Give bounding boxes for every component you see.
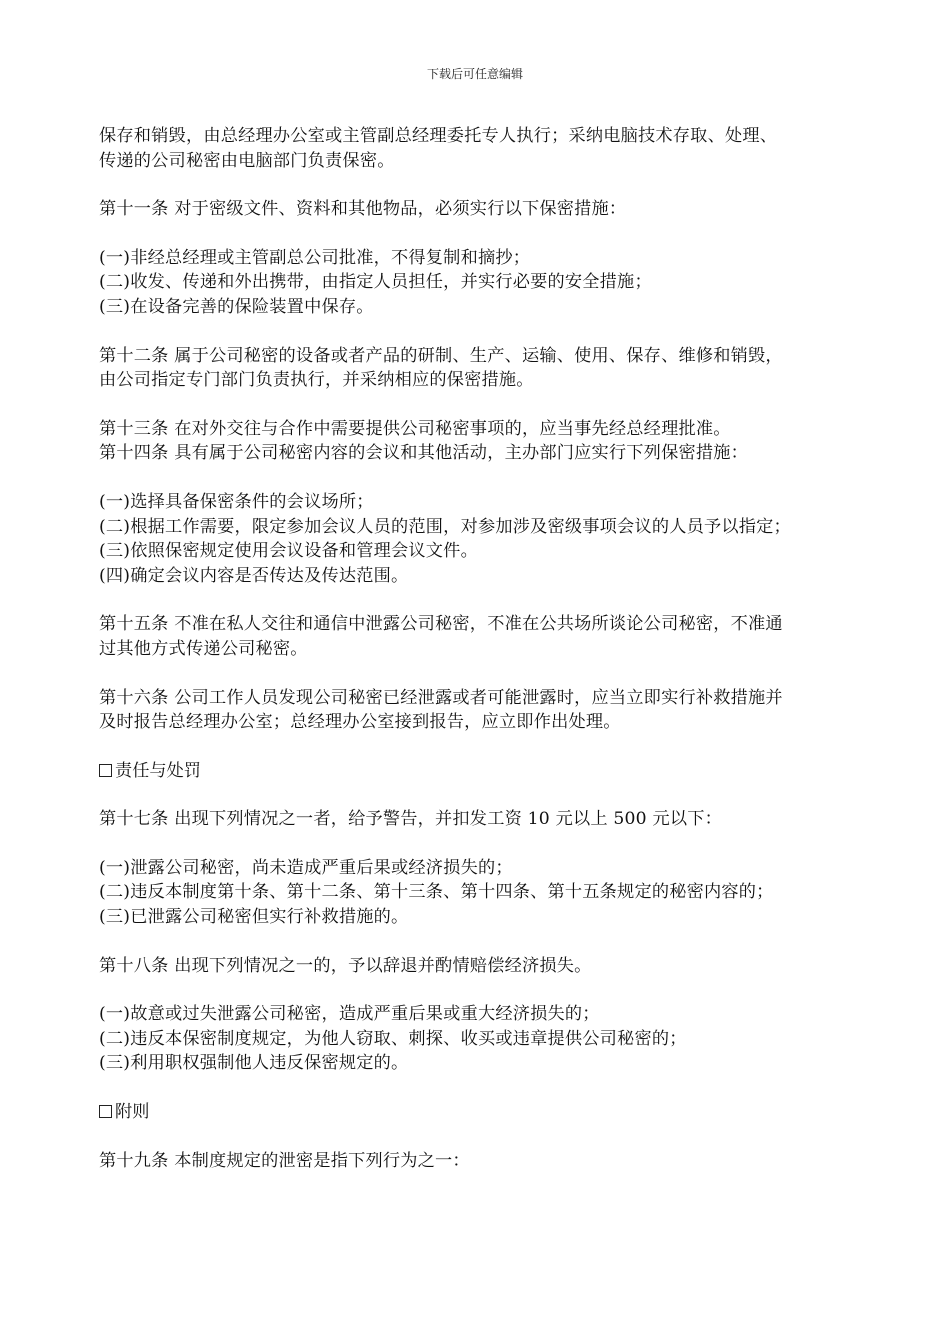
article-11-text: 第十一条 对于密级文件、资料和其他物品，必须实行以下保密措施： xyxy=(99,199,627,220)
section-heading-appendix xyxy=(99,1100,855,1125)
list-item: (三)已泄露公司秘密但实行补救措施的。 xyxy=(99,907,409,928)
text-line: 第十二条 属于公司秘密的设备或者产品的研制、生产、运输、使用、保存、维修和销毁， xyxy=(99,345,783,366)
text-line: 保存和销毁，由总经理办公室或主管副总经理委托专人执行；采纳电脑技术存取、处理、 xyxy=(99,126,778,146)
section-title: 附则 xyxy=(115,1102,150,1123)
text-line: 过其他方式传递公司秘密。 xyxy=(99,638,308,659)
list-item: (三)依照保密规定使用会议设备和管理会议文件。 xyxy=(99,541,478,562)
paragraph-storage-destruction xyxy=(99,124,855,173)
text-line: 第十六条 公司工作人员发现公司秘密已经泄露或者可能泄露时，应当立即实行补救措施并 xyxy=(99,687,783,708)
article-14-items xyxy=(99,490,855,588)
article-13-14 xyxy=(99,417,855,466)
text-line: 及时报告总经理办公室；总经理办公室接到报告，应立即作出处理。 xyxy=(99,712,621,733)
section-title: 责任与处罚 xyxy=(115,760,201,781)
article-17-text: 第十七条 出现下列情况之一者，给予警告，并扣发工资 10 元以上 500 元以下： xyxy=(99,809,723,830)
list-item: (二)收发、传递和外出携带，由指定人员担任，并实行必要的安全措施； xyxy=(99,272,652,293)
article-12 xyxy=(99,344,855,393)
article-14-text: 第十四条 具有属于公司秘密内容的会议和其他活动，主办部门应实行下列保密措施： xyxy=(99,443,749,464)
list-item: (二)违反本保密制度规定，为他人窃取、刺探、收买或违章提供公司秘密的； xyxy=(99,1028,687,1049)
list-item: (一)泄露公司秘密，尚未造成严重后果或经济损失的； xyxy=(99,857,513,878)
checkbox-square-icon xyxy=(99,1105,112,1118)
article-15 xyxy=(99,612,855,661)
list-item: (一)选择具备保密条件的会议场所； xyxy=(99,491,374,512)
list-item: (三)在设备完善的保险装置中保存。 xyxy=(99,296,374,317)
list-item: (三)利用职权强制他人违反保密规定的。 xyxy=(99,1053,409,1074)
article-19-text: 第十九条 本制度规定的泄密是指下列行为之一： xyxy=(99,1150,470,1171)
list-item: (一)非经总经理或主管副总公司批准，不得复制和摘抄； xyxy=(99,247,531,268)
text-line: 由公司指定专门部门负责执行，并采纳相应的保密措施。 xyxy=(99,370,534,391)
article-18-items xyxy=(99,1002,855,1076)
list-item: (二)根据工作需要，限定参加会议人员的范围，对参加涉及密级事项会议的人员予以指定； xyxy=(99,516,791,537)
document-body xyxy=(99,124,855,1173)
article-13-text: 第十三条 在对外交往与合作中需要提供公司秘密事项的，应当事先经总经理批准。 xyxy=(99,418,731,439)
list-item: (一)故意或过失泄露公司秘密，造成严重后果或重大经济损失的； xyxy=(99,1004,600,1025)
text-line: 传递的公司秘密由电脑部门负责保密。 xyxy=(99,150,395,171)
article-19 xyxy=(99,1149,855,1174)
list-item: (四)确定会议内容是否传达及传达范围。 xyxy=(99,565,409,586)
article-17-items xyxy=(99,856,855,930)
section-heading-penalty xyxy=(99,759,855,784)
article-16 xyxy=(99,686,855,735)
article-11-items xyxy=(99,246,855,320)
list-item: (二)违反本制度第十条、第十二条、第十三条、第十四条、第十五条规定的秘密内容的； xyxy=(99,882,774,903)
page-header: 下载后可任意编辑 xyxy=(426,67,523,81)
article-18-text: 第十八条 出现下列情况之一的，予以辞退并酌情赔偿经济损失。 xyxy=(99,955,592,976)
article-17 xyxy=(99,807,855,832)
text-line: 第十五条 不准在私人交往和通信中泄露公司秘密，不准在公共场所谈论公司秘密，不准通 xyxy=(99,614,783,635)
article-18 xyxy=(99,954,855,979)
checkbox-square-icon xyxy=(99,764,112,777)
article-11 xyxy=(99,197,855,222)
